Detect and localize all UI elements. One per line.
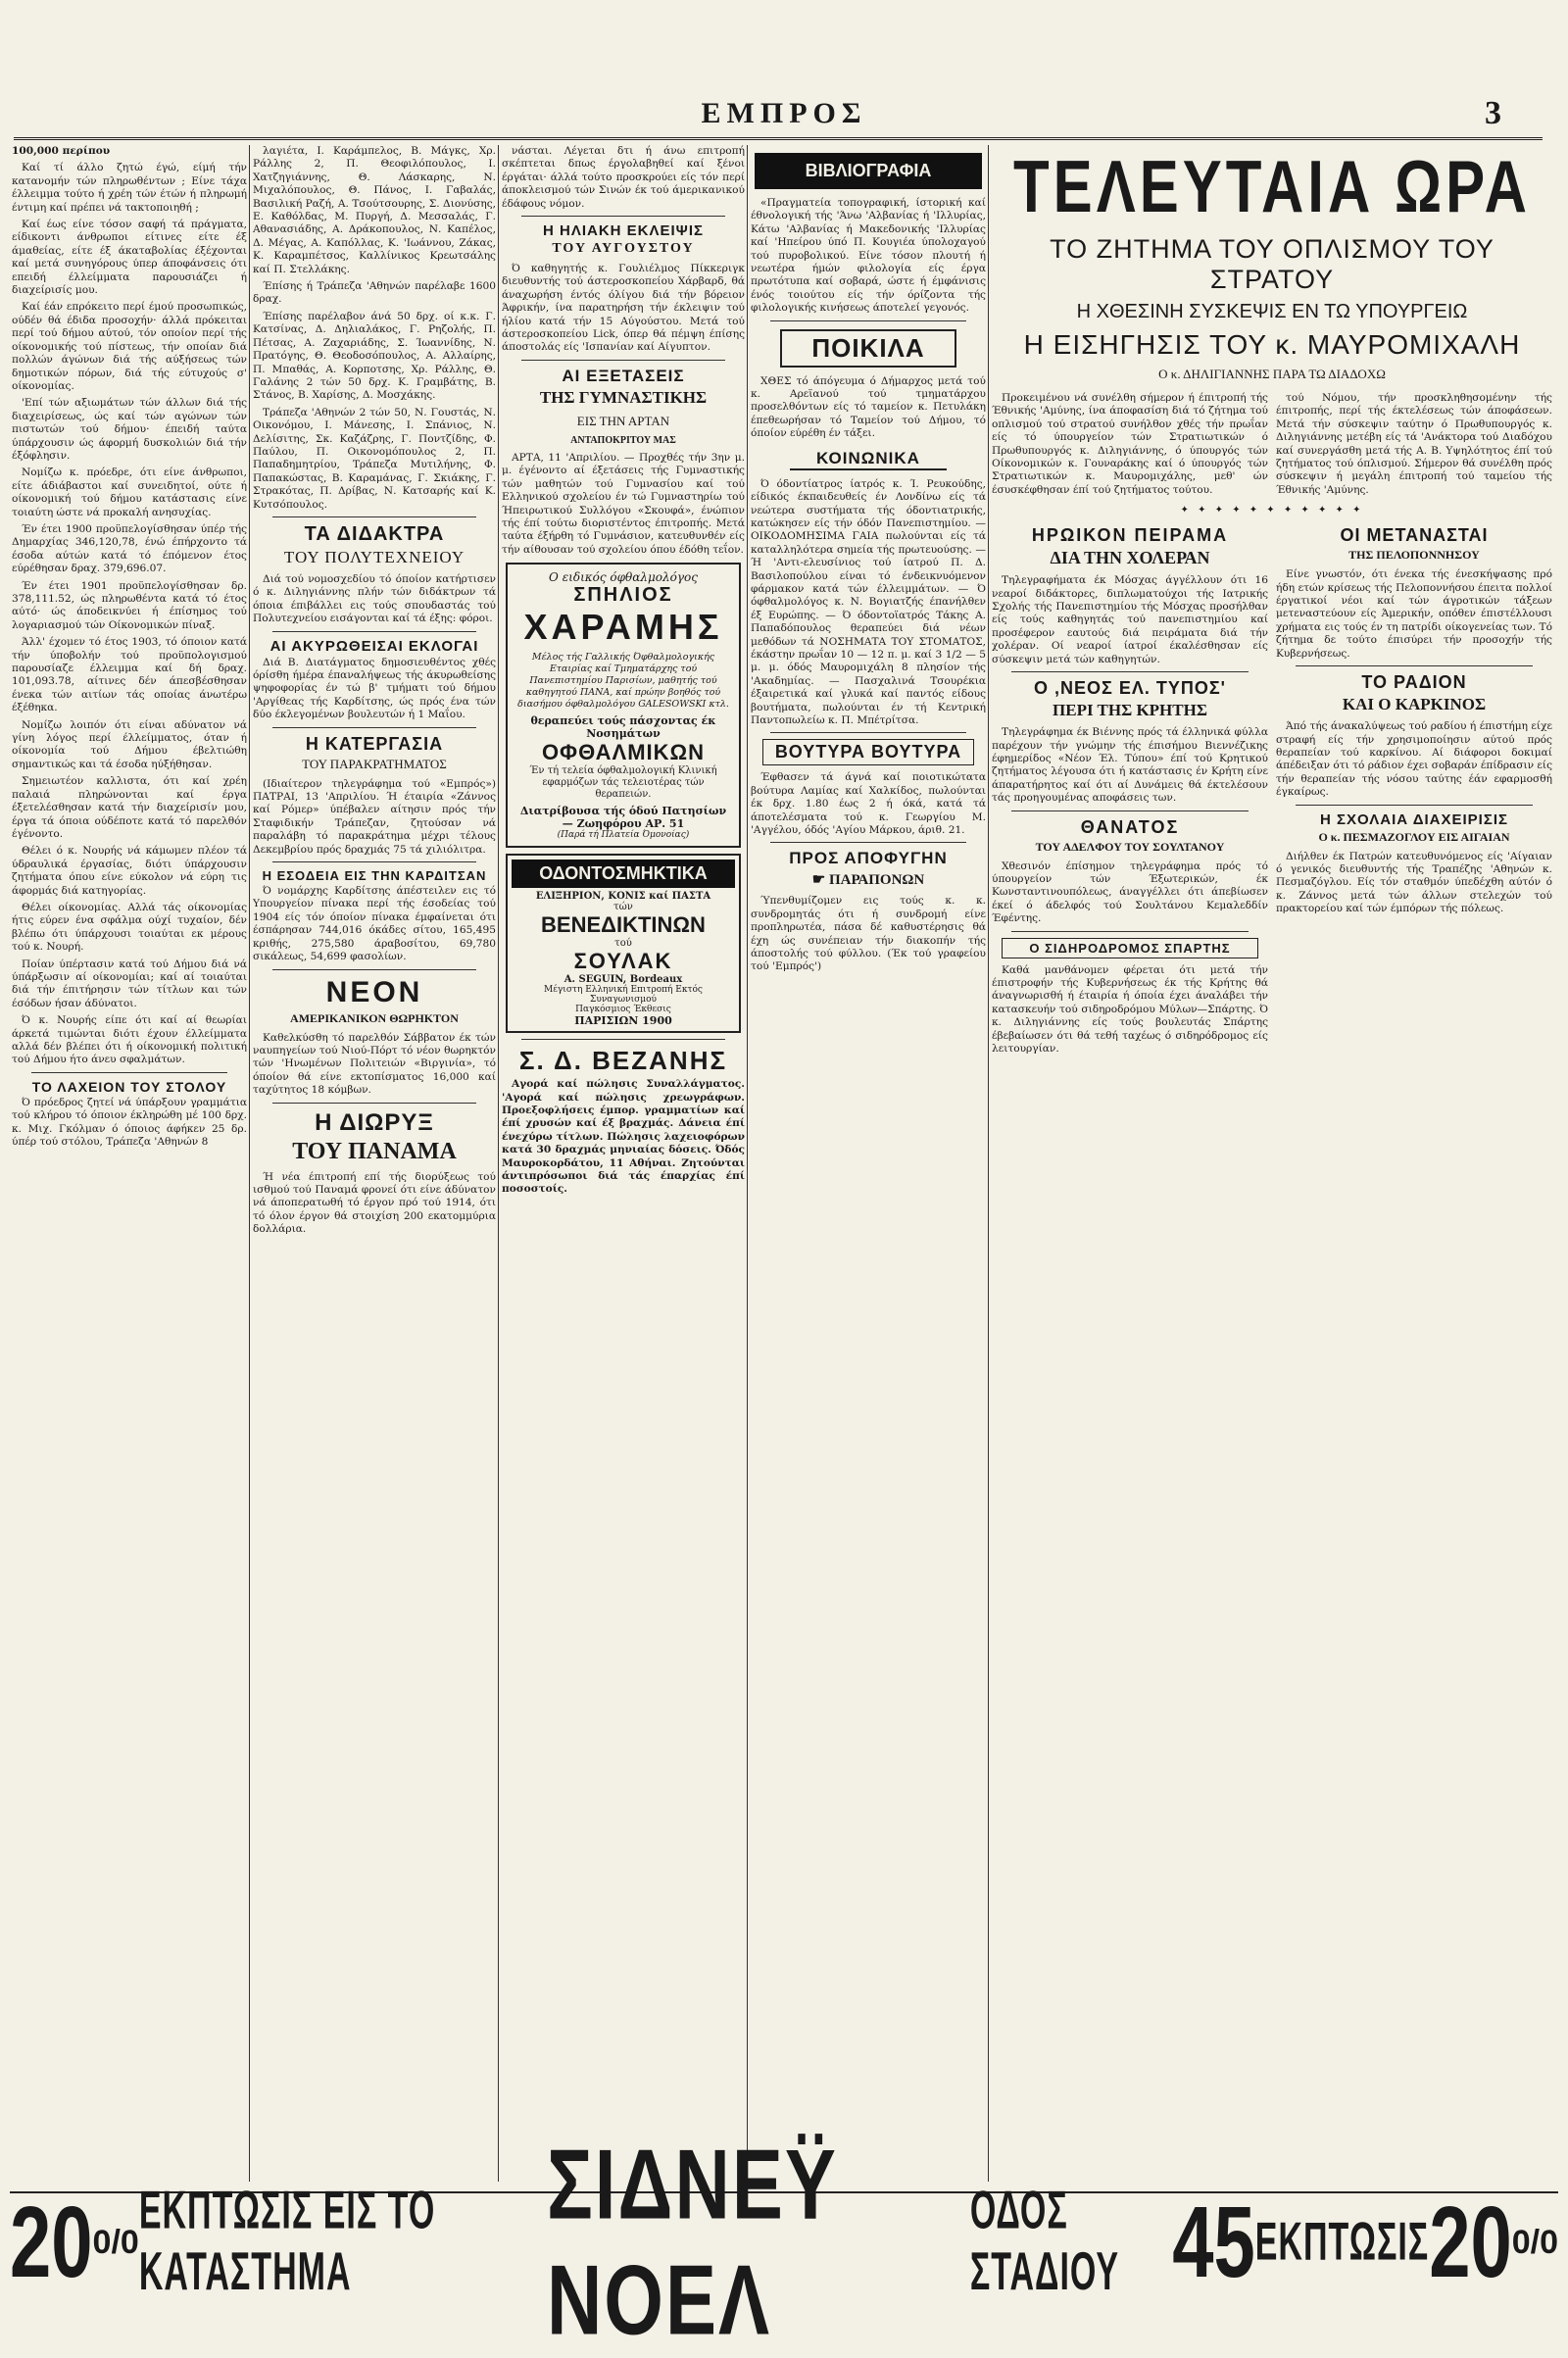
- section-rule: [521, 216, 725, 217]
- article-body: [253, 145, 496, 512]
- ophthalmologist-ad: [506, 563, 741, 848]
- ad-line: ΟΦΘΑΛΜΙΚΩΝ: [541, 740, 706, 765]
- lead-article: [992, 392, 1552, 501]
- sub-columns: [992, 519, 1552, 1059]
- section-title: Η ΣΧΟΛΑΙΑ ΔΙΑΧΕΙΡΙΣΙΣ: [1319, 811, 1509, 828]
- paragraph: Καί τί άλλο ζητώ έγώ, είμή τήν κατανομήν τών πληρωθέντων ; Είνε τάχα έλλειμμα τούτο ή χρέη τών έτών ή πληρωμή έντιμη καί πρέπει νά τακτοποιηθή ;: [12, 162, 247, 214]
- section-subtitle: ΔΙΑ ΤΗΝ ΧΟΛΕΡΑΝ: [1050, 548, 1210, 568]
- paragraph: Έπίσης ή Τράπεζα 'Αθηνών παρέλαβε 1600 δραχ.: [253, 280, 496, 306]
- section-text: (Ιδιαίτερον τηλεγράφημα τού «Εμπρός») ΠΑΤΡΑΙ, 13 'Απριλίου. Ή έταιρία «Ζάννος καί Ρόμερ» ύπέβαλεν αίτησιν πρός τήν Σταφιδικήν Τράπεζαν, ζητούσαν νά παραλάβη τό παρακράτημα μέχρι τέλους Δεκεμβρίου πρός δραχμάς 75 τά χιλιόλιτρα.: [253, 777, 496, 856]
- column-5-latest-news: [992, 145, 1552, 2182]
- paragraph: λαγιέτα, Ι. Καράμπελος, Β. Μάγκς, Χρ. Ράλλης 2, Π. Θεοφιλόπουλος, Ι. Χατζηγιάννης, Θ. Λάσκαρης, Ν. Μιχαλόπουλος, Θ. Πάνος, Ι. Γαβαλάς, Βασιλική Ραζή, Α. Τσούτσουρης, Σ. Διονύσης, Ε. Καθόλδας, Μ. Πυργή, Δ. Μεσσαλάς, Γ. Αθανασιάδης, Α. Δράκοπουλος, Ν. Καπέλος, Δ. Μέγας, Α. Καπόλλας, Κ. 'Ιωάννου, Ζάκας, Κ. Καραμπέτσος, Καλλίνικος Κρεωτσάλης καί Π. Στελλάκης.: [253, 145, 496, 275]
- section-title: ΑΙ ΑΚΥΡΩΘΕΙΣΑΙ ΕΚΛΟΓΑΙ: [270, 637, 479, 655]
- section-rule: [272, 727, 476, 728]
- column-divider: [988, 145, 989, 2182]
- section-subtitle-text: ΠΑΡΑΠΟΝΩΝ: [828, 872, 925, 889]
- section-rule: [272, 516, 476, 517]
- paragraph: Ποίαν ύπέρτασιν κατά τού Δήμου διά νά ύπάρξωσιν αί οίκονομίαι; καί αί τοιαύται διά τήν έπιτήρησιν τών τίτλων και τών έσόδων ήσαν άδύνατοι.: [12, 958, 247, 1009]
- headline-4: Ο κ. ΔΗΛΙΓΙΑΝΝΗΣ ΠΑΡΑ ΤΩ ΔΙΑΔΟΧΩ: [1158, 367, 1386, 381]
- section-text: Ό πρόεδρος ζητεί νά ύπάρξουν γραμμάτια τού κλήρου τό όποιον έκληρώθη μέ 100 δρχ. κ. Μιχ. Γκόλμαν ό όποιος άφήκεν 25 δρ. ύπέρ τού στόλου, Τράπεζα 'Αθηνών 8: [12, 1096, 247, 1149]
- section-title: ΒΟΥΤΥΡΑ ΒΟΥΤΥΡΑ: [762, 739, 974, 765]
- paragraph: Άλλ' έχομεν τό έτος 1903, τό όποιον κατά τήν ύποβολήν τού προϋπολογισμού παρουσίαζε έλλειμμα καί δή δραχ. 101,093.78, αίτινες δέν άπεσβέσθησαν ένεκα τών αιτίων τάς οποίας άνωτέρω έξέθηκα.: [12, 636, 247, 714]
- section-title: ΤΟ ΛΑΧΕΙΟΝ ΤΟΥ ΣΤΟΛΟΥ: [31, 1078, 227, 1095]
- section-text: Τηλεγράφημα έκ Βιέννης πρός τά έλληνικά φύλλα παρέχουν τήν γνώμην τής έπισήμου Βιεννέζικης έφημερίδος «Νέον Έλ. Τύπου» έπί τού Κρητικού ζητήματος λέγουσα ότι ή κατάστασις έν Κρήτη είνε άπαρατήρητος καί ότι αί Δυνάμεις θά έκτελέσουν τάς προηγουμένας αποφάσεις των.: [992, 726, 1268, 805]
- paragraph: Θέλει ό κ. Νουρής νά κάμωμεν πλέον τά ύδραυλικά έργασίας, διότι ύπάρχουσιν ζητήματα όπου είνε εύκολον νά εύρη τις άφορμάς διά κατηγορίας.: [12, 845, 247, 897]
- masthead: [0, 93, 1568, 132]
- section-text: Έφθασεν τά άγνά καί ποιοτικώτατα βούτυρα Λαμίας καί Χαλκίδος, πωλούνται έκ δρχ. 1.80 έως 2 ή όκά, κατά τά άποτελέσματα τού κ. Γεωργίου Μ. 'Αγγέλου, όδός 'Αγίου Μάρκου, άριθ. 21.: [751, 771, 986, 837]
- section-text: Διά Β. Διατάγματος δημοσιευθέντος χθές όρίσθη ήμέρα έπαναλήψεως τής άκυρωθείσης ψηφοφορίας έν τώ β' τμήματι τού δήμου 'Αργίθεας τής Καρδίτσης, ώς πρός ένα τών δύο έκλεγομένων βουλευτών ή 1 Μαΐου.: [253, 656, 496, 721]
- section-title: Ο ,ΝΕΟΣ ΕΛ. ΤΥΠΟΣ': [1034, 678, 1226, 699]
- section-text: Ό νομάρχης Καρδίτσης άπέστειλεν εις τό Υπουργείον πίνακα περί τής έσοδείας τού 1904 είς τόν όποίον πίνακα έμφαίνεται ότι έσπάρησαν 744,016 όκάδες σίτου, 165,495 κριθής, 275,580 άραβοσίτου, 69,780 σικάλεως, 54,699 φασολίων.: [253, 885, 496, 963]
- section-subtitle: ΤΟΥ ΑΔΕΛΦΟΥ ΤΟΥ ΣΟΥΛΤΑΝΟΥ: [1035, 839, 1225, 854]
- column-3: [502, 145, 745, 2182]
- section-title: Ο ΣΙΔΗΡΟΔΡΟΜΟΣ ΣΠΑΡΤΗΣ: [1002, 938, 1258, 958]
- paragraph: Νομίζω κ. πρόεδρε, ότι είνε άνθρωποι, είτε άδιάβαστοι καί συνειδητοί, ούτε ή οίκονομική τού δήμου κατάστασις είνε τοιαύτη ώστε νά προκαλή ανησυχίας.: [12, 467, 247, 518]
- section-rule: [770, 842, 966, 843]
- section-rule: [272, 1103, 476, 1104]
- section-subtitle: ΚΑΙ Ο ΚΑΡΚΙΝΟΣ: [1342, 695, 1487, 714]
- section-text: Καθά μανθάνομεν φέρεται ότι μετά τήν έπιστροφήν τής Κυβερνήσεως έκ τής Κρήτης θά άναγνωρισθή ή έταιρία ή όποία έχει άναλάβει τήν κατασκευήν τού σιδηροδρόμου Μύλων—Σπάρτης. Ό κ. Διληγιάννης είς τούς βουλευτάς Σπάρτης έβεβαίωσεν ότι θά τεθή ταχέως ό σιδηρόδρομος είς λειτουργίαν.: [992, 963, 1268, 1055]
- paragraph: Έν έτει 1901 προϋπελογίσθησαν δρ. 378,111.52, ώς πληρωθέντα κατά τό έτος αύτό· ώς άποδεικνύει ή έπίσημος τού λογαριασμού τών Οίκονομικών πίναξ.: [12, 579, 247, 631]
- ad-line: τού: [614, 938, 632, 950]
- section-title: Η ΗΛΙΑΚΗ ΕΚΛΕΙΨΙΣ: [543, 222, 704, 240]
- toothpaste-ad: [506, 854, 741, 1033]
- section-rule: [31, 1072, 227, 1073]
- column-1: [12, 145, 247, 2182]
- section-title: ΑΙ ΕΞΕΤΑΣΕΙΣ: [562, 366, 685, 385]
- percent-sign: 0/0: [1511, 2224, 1559, 2261]
- paragraph: Καί έως είνε τόσον σαφή τά πράγματα, είδικοντι άνθρωποι είτινες είτε έξ άμαθείας, είτε έξ άκαταβολίας έξέχονται καί μετά συνηγόρους ύπερ άποφάνσεις ότι επειδή έλλείμματα παρουσιάζει ή διαχείρισίς μου.: [12, 219, 247, 297]
- headline-2: Η ΧΘΕΣΙΝΗ ΣΥΣΚΕΨΙΣ ΕΝ ΤΩ ΥΠΟΥΡΓΕΙΩ: [1076, 301, 1468, 322]
- section-subtitle: ΤΗΣ ΠΕΛΟΠΟΝΝΗΣΟΥ: [1348, 548, 1480, 563]
- lead-text-right: τού Νόμου, τήν προσκληθησομένην τής έπιτροπής, περί τής έκτελέσεως τών άποφάσεων. Μετά τήν σύσκεψιν ταύτην ό Πρωθυπουργός κ. Διληγιάννης μετέβη είς τά 'Ανάκτορα τού Διαδόχου καί συνεργάσθη μετά τής Α. Β. Υψηλότητος έπί τού ζητήματος τού όπλισμού. Σήμερον θά συνέλθη πρός σύσκεψιν ή μεγάλη έπιτροπή τού ταμείου τής Έθνικής 'Αμύνης.: [1276, 392, 1552, 496]
- section-text: Άπό τής άνακαλύψεως τού ραδίου ή έπιστήμη είχε στραφή είς τήν χρησιμοποίησιν αύτού πρός θεραπείαν τού καρκίνου. Αί διάφοροι δοκιμαί άπέδειξαν ότι τό ράδιον έχει σοβαράν έπίδρασιν είς τήν θεραπείαν τής νόσου ταύτης έάν εφαρμοσθή έγκαίρως.: [1276, 720, 1552, 799]
- ad-line: ΣΟΥΛΑΚ: [573, 949, 673, 974]
- section-text: Ό όδοντίατρος ίατρός κ. Ί. Ρευκούδης, είδικός έκπαιδευθείς έν Λονδίνω είς τά νεώτερα συστήματα τής όδοντιατρικής, κατώκησεν είς τήν όδόν Πανεπιστημίου. — ΟΙΚΟΔΟΜΗΣΙΜΑ ΓΑΙΑ πωλούνται είς τά καταλληλότερα σημεία τής πρωτευούσης. — Ή 'Αντι-ελευσίνιος τού ίατρού Π. Δ. Βασιλοπούλου είναι τό ένδεικνυόμενον φάρμακον κατά τών έλλειμμάτων. — Ό όφθαλμολόγος κ. Ν. Βογιατζής έπανήλθεν έξ Ευρώπης. — Ό όδοντοϊατρός Τάκης Α. Παπαδόπουλος θεραπεύει διά νέων μεθόδων τά ΝΟΣΗΜΑΤΑ ΤΟΥ ΣΤΟΜΑΤΟΣ, έκάστην πρωΐαν 10 — 12 π. μ. καί 3 1/2 — 5 μ. μ. όδός Μαυρομιχάλη 8 πλησίον τής 'Ακαδημίας. — Πασχαλινά Τσουρέκια έξαιρετικά καί γλυκά καί παντός είδους βουτήματα, πωλούνται έν τή Κεντρική Παντοπωλείω κ. Π. Μπέτρίτσα.: [751, 477, 986, 726]
- section-subtitle: ΕΙΣ ΤΗΝ ΑΡΤΑΝ: [576, 413, 670, 428]
- section-text: Είνε γνωστόν, ότι ένεκα τής ένεσκήψασης πρό ήδη ετών κρίσεως τής Πελοποννήσου έπειτα πολλοί έργατικοί νέοι καί τών άγροτικών τάξεων μετεναστεύουν είς Άμερικήν, οπόθεν έπιστέλλουσι χρήματα εις τούς έν τη πατρίδι οίκογενείας των. Τό ζήτημα δε τούτο έπισύρει τήν προσοχήν τής Κυβερνήσεως.: [1276, 568, 1552, 660]
- section-rule: [521, 1039, 725, 1040]
- page-number: 3: [1485, 95, 1501, 131]
- section-rule: [1011, 671, 1249, 672]
- section-title: ΘΑΝΑΤΟΣ: [1080, 816, 1180, 837]
- section-subtitle: [751, 870, 986, 889]
- ad-line: Ο ειδικός όφθαλμολόγος: [549, 570, 698, 585]
- column-divider: [249, 145, 250, 2182]
- section-rule: [272, 969, 476, 970]
- section-text: Διά τού νομοσχεδίου τό όποίον κατήρτισεν ό κ. Διληγιάννης πλήν τών διδάκτρων τά όποια έπιβάλλει εις τούς σπουδαστάς τού Πολυτεχνείου εισάγονται καί τά έξης: φόροι.: [253, 572, 496, 625]
- percent-sign: 0/0: [92, 2224, 139, 2261]
- section-text: ΧΘΕΣ τό άπόγευμα ό Δήμαρχος μετά τού κ. Αρεϊανού τού τμηματάρχου προσελθόντων είς τό ταμείον κ. Πετυλάκη έπεθεωρήσαν τό Ταμείον τού Δήμου, τό όποίον εύρέθη έν τάξει.: [751, 374, 986, 440]
- section-text: Ύπενθυμίζομεν εις τούς κ. κ. συνδρομητάς ότι ή συνδρομή είνε προπληρωτέα, πάσα δέ καθυστέρησις θά έχη ώς συνέπειαν τήν διακοπήν τής άποστολής τού φύλλου. (Έκ τού γραφείου τού 'Εμπρός'): [751, 895, 986, 973]
- ad-line: ΕΛΙΞΗΡΙΟΝ, ΚΟΝΙΣ καί ΠΑΣΤΑ: [535, 891, 711, 903]
- column-2: [253, 145, 496, 2182]
- section-subtitle: ΤΗΣ ΓΥΜΝΑΣΤΙΚΗΣ: [539, 387, 708, 407]
- section-title: ΠΡΟΣ ΑΠΟΦΥΓΗΝ: [789, 849, 948, 868]
- section-text: Διήλθεν έκ Πατρών κατευθυνόμενος είς 'Αίγαιαν ό γενικός διευθυντής τής Τραπέζης 'Αθηνών κ. Πεσμαζόγλου. Είς τόν σταθμόν ύπεδέχθη αύτόν ό κ. Ζάννος μετά τών άλλων στελεχών τού πρακτορείου καί τών έμπόρων τής πόλεως.: [1276, 850, 1552, 915]
- section-title: Η ΚΑΤΕΡΓΑΣΙΑ: [305, 733, 444, 754]
- ad-line: (Παρά τή Πλατεία Όμονοίας): [557, 830, 690, 841]
- section-rule: [770, 320, 966, 321]
- section-text: Ή νέα έπιτροπή επί τής διορύξεως τού ισθμού τού Παναμά φρονεί ότι είνε άδύνατον νά άποπερατωθή τό έργον πρό τού 1914, ότι τό όλον έργον θά στοιχίση 200 εκατομμύρια δολλάρια.: [253, 1170, 496, 1236]
- ad-line: θεραπεύει τούς πάσχοντας έκ Νοσημάτων: [530, 714, 716, 741]
- section-subtitle: ΠΕΡΙ ΤΗΣ ΚΡΗΤΗΣ: [1053, 701, 1207, 720]
- section-rule: [1296, 665, 1533, 666]
- banner-text: ΕΚΠΤΩΣΙΣ ΕΙΣ ΤΟ ΚΑΤΑΣΤΗΜΑ: [138, 2181, 436, 2302]
- ornament-divider: ✦ ✦ ✦ ✦ ✦ ✦ ✦ ✦ ✦ ✦ ✦: [1180, 505, 1364, 516]
- correspondent-label: ΑΝΤΑΠΟΚΡΙΤΟΥ ΜΑΣ: [570, 434, 676, 446]
- column-divider: [747, 145, 748, 2182]
- ad-line: A. SEGUIN, Bordeaux: [564, 974, 683, 986]
- section-subtitle: ΤΟΥ ΠΑΝΑΜΑ: [292, 1138, 457, 1164]
- section-rule: [770, 732, 966, 733]
- banner-street-number: 45: [1172, 2186, 1255, 2299]
- sub-column-right: [1276, 519, 1552, 1059]
- paragraph: 'Επί τών αξιωμάτων τών άλλων διά τής διαχειρίσεως, ώς καί τών αγώνων τών πιστωτών τού δήμου· έπειδή ταύτα ύπάρχουσιν ώς άφορμή δυσκολιών διά τήν έξόφλησιν.: [12, 397, 247, 462]
- section-rule: [272, 861, 476, 862]
- section-rule: [1296, 805, 1533, 806]
- section-title: ΟΙ ΜΕΤΑΝΑΣΤΑΙ: [1340, 525, 1489, 546]
- section-rule: [272, 631, 476, 632]
- ad-line: τών: [613, 902, 633, 913]
- ad-name: ΧΑΡΑΜΗΣ: [523, 607, 723, 648]
- section-title: ΠΟΙΚΙΛΑ: [780, 329, 956, 368]
- paragraph: Θέλει οίκονομίας. Αλλά τάς οίκονομίας ήτις εύρεν ένα σφάλμα ούχί τυχαίον, δέν βλέπω ότι ύπάρχουσι τοιαύται εκ μέρους τού κ. Νουρή.: [12, 901, 247, 954]
- section-subtitle: ΤΟΥ ΠΑΡΑΚΡΑΤΗΜΑΤΟΣ: [302, 756, 447, 771]
- masthead-rule: [14, 137, 1543, 140]
- banner-store-name: ΣΙΔΝΕΫ ΝΟΕΛ: [546, 2128, 838, 2356]
- section-text: Χθεσινόν έπίσημον τηλεγράφημα πρός τό ύπουργείον τών Έξωτερικών, έκ Κωνσταντινουπόλεως, άναγγέλλει ότι άπεβίωσεν έκεί ό άδελφός τού Σουλτάνου Κεμαλεδδίν Έφέντης.: [992, 860, 1268, 925]
- column-lead: 100,000 περίπου: [12, 145, 111, 157]
- paragraph: Σημειωτέον καλλιστα, ότι καί χρέη παλαιά πληρώνονται καί έργα έξετελέσθησαν κατά τήν διαχείρισίν μου, έργα τά όποια ούδέποτε κατά τό παρελθόν έγένοντο.: [12, 775, 247, 840]
- section-title: Η ΔΙΩΡΥΞ: [315, 1108, 434, 1136]
- section-text: ΑΡΤΑ, 11 'Απριλίου. — Προχθές τήν 3ην μ. μ. έγένοντο αί έξετάσεις τής Γυμναστικής τών μαθητών τού Γυμνασίου καί τού Ελληνικού σχολείου έν τώ Γυμναστηρίω τού Ήπειρωτικού Συλλόγου «Σκουφά», ένώπιον τής έπί τούτω διοριστέντος έπιτροπής. Μετά ταύτα έξήρθη τό Γυμνάσιον, κατευθυνθέν είς τήν αίθουσαν τού σχολείου όπου έδόθη τεΐον.: [502, 451, 745, 556]
- ad-line: Έν τή τελεία όφθαλμολογική Κλινική εφαρμόζων τάς τελειοτέρας τών θεραπειών.: [529, 765, 717, 801]
- column-divider: [498, 145, 499, 2182]
- section-title: ΗΡΩΙΚΟΝ ΠΕΙΡΑΜΑ: [1031, 525, 1229, 546]
- paragraph: Έπίσης παρέλαβον άνά 50 δρχ. οί κ.κ. Γ. Κατσίνας, Δ. Δηλιαλάκος, Γ. Ρηζολής, Π. Πέτσας, Α. Ζαχαριάδης, Σ. Ίωαννίδης, Ν. Πρατόγης, Θ. Θεοδοσόπουλος, Α. Αλλαίρης, Π. Μπαθάς, Α. Κορποτσης, Χρ. Ράλλης, Θ. Γαλάνης 2 τών 50 δρχ. Κ. Γραμβάτης, Β. Στάνος, Β. Χαρίσης, Δ. Μοσχάκης.: [253, 310, 496, 402]
- ad-line: ΒΕΝΕΔΙΚΤΙΝΩΝ: [541, 912, 706, 938]
- lead-text-left: Προκειμένου νά συνέλθη σήμερον ή έπιτροπή τής Έθνικής 'Αμύνης, ίνα άποφασίση διά τό ζήτημα τού οπλισμού τού στρατού συνήλθον χθές τήν πρωΐαν είς τό ύπουργείον τών Στρατιωτικών ό Πρωθυπουργός κ. Διληγιάννης, ό ύπουργός τών Οίκονομικών κ. Γουναράκης καί ό ύπουργός τών Στρατιωτικών κ. Μαυρομιχάλης, μεθ' ών έσυσκέφθησαν έπί τού ζητήματος τούτου.: [992, 392, 1268, 496]
- banner-text: ΕΚΠΤΩΣΙΣ: [1254, 2211, 1430, 2272]
- ad-header: ΟΔΟΝΤΟΣΜΗΚΤΙΚΑ: [512, 860, 735, 888]
- banner-street: ΟΔΟΣ ΣΤΑΔΙΟΥ: [969, 2181, 1120, 2302]
- ad-title: Σ. Δ. ΒΕΖΑΝΗΣ: [518, 1046, 728, 1076]
- paragraph: Νομίζω λοιπόν ότι είναι αδύνατον νά γίνη λόγος περί έλλείμματος, όταν ή οίκονομία τού Δήμου έβελτιώθη σημαντικώς και τά έσοδα ηύξήθησαν.: [12, 718, 247, 770]
- section-subtitle: Ο κ. ΠΕΣΜΑΖΟΓΛΟΥ ΕΙΣ ΑΙΓΑΙΑΝ: [1318, 829, 1510, 844]
- discount-banner-ad: [10, 2128, 1559, 2356]
- headline-1: ΤΟ ΖΗΤΗΜΑ ΤΟΥ ΟΠΛΙΣΜΟΥ ΤΟΥ ΣΤΡΑΤΟΥ: [1050, 234, 1494, 294]
- section-text: Ό καθηγητής κ. Γουλιέλμος Πίκκεριγκ διευθυντής τού άστεροσκοπείου Χάρβαρδ, θά άναχωρήση έντός όλίγου διά τήν βόρειον Άφρικήν, ίνα παρατηρήση τήν έκλειψιν τού ήλίου κατά τήν 15 Αύγούστου. Μετά τού άστεροσκοπείου Lick, όπερ θά πέμψη έπίσης άποστολάς είς 'Ισπανίαν καί Αίγυπτον.: [502, 263, 745, 354]
- section-text: «Πραγματεία τοπογραφική, ίστορική καί έθνολογική τής 'Άνω 'Αλβανίας ή 'Ιλλυρίας, Κάτω 'Αλβανίας ή Μακεδονικής 'Ιλλυρίας καί 'Ηπείρου ύπό Π. Κουγιέα ύπολοχαγού τού πυροβολικού. Είνε τόσον πλουτή ή νεωτέρα ήμών φιλολογία είς έργα πρωτότυπα καί σοβαρά, ώστε ή έμφάνισις ένός τοιούτου είς τήν όρίζοντα τής φιλολογικής κινήσεως άποτελεί γεγονός.: [751, 197, 986, 315]
- section-title: ΚΟΙΝΩΝΙΚΑ: [790, 449, 947, 470]
- pointing-hand-icon: ☛: [811, 872, 829, 889]
- section-title: ΝΕΟΝ: [325, 975, 423, 1008]
- article-body: νάσται. Λέγεται δτι ή άνω επιτροπή σκέπτεται δπως έργολαβηθεί καί ξένοι έργάται· άλλά τούτο προσκρούει είς τόν περί άποκλεισμού τών Σινών έκ τού άμερικανικού έδάφους νόμον.: [502, 145, 745, 210]
- section-title-inverted: ΒΙΒΛΙΟΓΡΑΦΙΑ: [755, 153, 982, 189]
- banner-percent: 20: [1429, 2186, 1512, 2299]
- ad-line: Διατρίβουσα τής όδού Πατησίων — Ζωηφόρου ΑΡ. 51: [519, 805, 727, 831]
- masthead-title: ΕΜΠΡΟΣ: [701, 97, 867, 129]
- ad-line: Μέγιστη Ελληνική Επιτροπή Εκτός Συναγωνισμού: [544, 985, 703, 1006]
- column-4: [751, 145, 986, 2182]
- paragraph: Τράπεζα 'Αθηνών 2 τών 50, Ν. Γουστάς, Ν. Οικονόμου, Ι. Μάνεσης, Ι. Σπάνιος, Ν. Δελίσιτης, Σκ. Καζάζρης, Γ. Ποντζίδης, Φ. Παύλου, Π. Οικονομόπουλος 2, Π. Παπαδημητρίου, Τράπεζα Μυτιλήνης, Φ. Παπακώστας, Β. Καραμάνας, Γ. Σκιάκης, Γ. Στρακότας, Π. Δρίβας, Ν. Κατσαρής καί Κ. Κυτσόπουλος.: [253, 406, 496, 511]
- ad-line: Μέλος τής Γαλλικής Όφθαλμολογικής Εταιρίας καί Τμηματάρχης τού Πανεπιστημίου Παρισίων, μαθητής τού καθηγητού ΠΑΝΑ, καί πρώην βοηθός τού διασήμου όφθαλμολόγου GALESOWSKI κτλ.: [517, 652, 729, 711]
- section-text: Καθελκύσθη τό παρελθόν Σάββατον έκ τών ναυπηγείων τού Νιού-Πόρτ τό νέον θωρηκτόν τών 'Ηνωμένων Πολιτειών «Βιργινία», τό όποίον θά είνε εκτοπίσματος 16,000 καί ταχύτητος 18 κόμβων.: [253, 1031, 496, 1097]
- ad-line: ΠΑΡΙΣΙΩΝ 1900: [574, 1014, 672, 1028]
- section-title: ΤΑ ΔΙΔΑΚΤΡΑ: [304, 522, 445, 545]
- paragraph: Έν έτει 1900 προϋπελογίσθησαν ύπέρ τής Δημαρχίας 346,120,78, ένώ έπήρχοντο τά έσοδα αύτών κατά τό έπόμενον έτος εύρέθησαν δραχ. 379,696.07.: [12, 522, 247, 575]
- section-title: Η ΕΣΟΔΕΙΑ ΕΙΣ ΤΗΝ ΚΑΡΔΙΤΣΑΝ: [262, 868, 487, 884]
- article-body: [12, 162, 247, 1066]
- ad-line: Παγκόσμιος Έκθεσις: [575, 1005, 671, 1015]
- section-subtitle: ΤΟΥ ΑΥΓΟΥΣΤΟΥ: [552, 241, 695, 257]
- section-subtitle: ΤΟΥ ΠΟΛΥΤΕΧΝΕΙΟΥ: [283, 547, 466, 566]
- banner-percent: 20: [10, 2186, 93, 2299]
- section-subtitle: ΑΜΕΡΙΚΑΝΙΚΟΝ ΘΩΡΗΚΤΟΝ: [290, 1010, 459, 1025]
- sub-column-left: [992, 519, 1268, 1059]
- section-rule: [1011, 931, 1249, 932]
- paragraph: Καί έάν επρόκειτο περί έμού προσωπικώς, ούδέν θά έδιδα προσοχήν· άλλά πρόκειται περί τού δήμου αύτού, τόν οποίον περί τής οίκονομικής τού πίστεως, τήν οποίαν διά πολλών άγώνων διά τής αύξήσεως τών δημοτικών πόρων, διά τής εύτυχούς σ' οίκονομίας.: [12, 301, 247, 392]
- section-text: Τηλεγραφήματα έκ Μόσχας άγγέλλουν ότι 16 νεαροί διδάκτορες, διπλωματούχοι τής Ιατρικής Σχολής τής Πανεπιστημίου τής Μόσχας προσήλθαν είς τούς καθηγητάς τού πανεπιστημίου καί προσέφερον εαυτούς διά πειράματα διά τήν χολέραν. Οί νεαροί ίατροί έκαλέσθησαν είς σύσκεψιν μετά τών καθηγητών.: [992, 574, 1268, 665]
- section-rule: [521, 360, 725, 361]
- ad-text: Αγορά καί πώλησις Συναλλάγματος. 'Αγορά καί πώλησις χρεωγράφων. Προεξοφλήσεις έμπορ. γραμματίων καί έπί χρυσών καί έξ βραχμάς. Δάνεια έπί ένεχύρω τίτλων. Πώλησις λαχειοφόρων κατά 30 δραχμάς μηνιαίας δόσεις. Όδός Μαυροκορδάτου, 11 Αθήναι. Ζητούνται άντιπρόσωποι διά τάς έπαρχίας έπί ποσοστοίς.: [502, 1078, 745, 1196]
- latest-news-title: ΤΕΛΕΥΤΑΙΑ ΩΡΑ: [1013, 145, 1531, 228]
- ad-name: ΣΠΗΛΙΟΣ: [573, 584, 673, 607]
- section-title: ΤΟ ΡΑΔΙΟΝ: [1361, 672, 1467, 693]
- headline-3: Η ΕΙΣΗΓΗΣΙΣ ΤΟΥ κ. ΜΑΥΡΟΜΙΧΑΛΗ: [1023, 329, 1521, 360]
- paragraph: Ό κ. Νουρής είπε ότι καί αί θεωρίαι άρκετά τιμώνται διότι έχουν έλλείμματα αλλά δέν βλέπει ότι ή οίκονομική πολιτική τού Δήμου ήτο άνευ σφαλμάτων.: [12, 1014, 247, 1066]
